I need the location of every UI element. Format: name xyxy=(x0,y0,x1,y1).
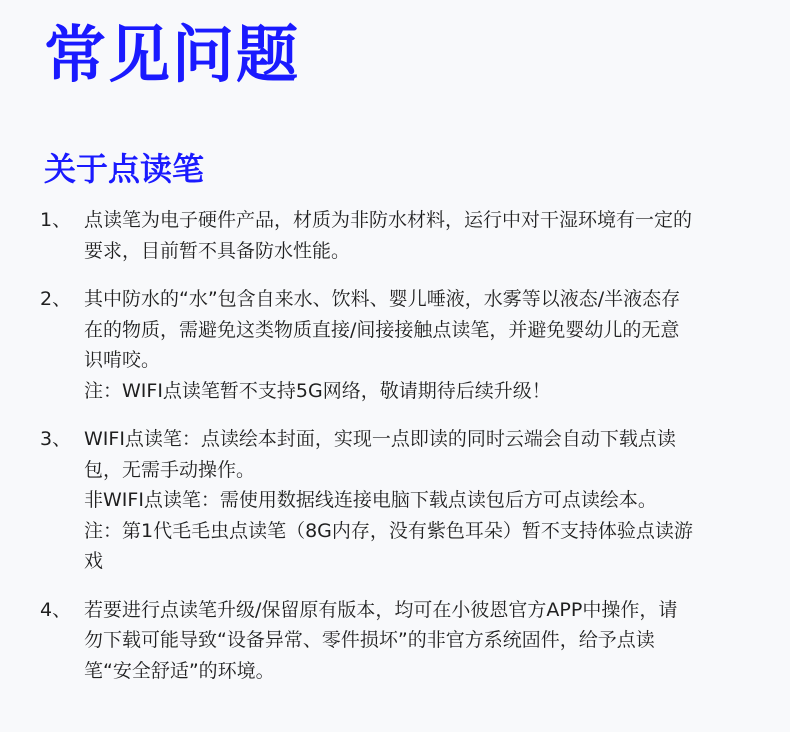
page-title: 常见问题 xyxy=(44,18,301,91)
faq-item xyxy=(40,595,760,687)
faq-list xyxy=(40,205,760,704)
section-title: 关于点读笔 xyxy=(44,150,205,188)
faq-item-number: 1、 xyxy=(40,209,72,231)
faq-paragraph: 若要进行点读笔升级/保留原有版本，均可在小彼恩官方APP中操作，请勿下载可能导致“设备异常、零件损坏”的非官方系统固件，给予点读笔“安全舒适”的环境。 xyxy=(84,598,678,682)
faq-item xyxy=(40,205,760,266)
faq-note: 注：WIFI点读笔暂不支持5G网络，敬请期待后续升级！ xyxy=(84,379,551,402)
faq-item-body xyxy=(84,424,694,577)
faq-item xyxy=(40,284,760,406)
faq-item-body xyxy=(84,284,694,406)
faq-item xyxy=(40,424,760,577)
faq-paragraph: 非WIFI点读笔：需使用数据线连接电脑下载点读包后方可点读绘本。 xyxy=(84,489,657,511)
faq-item-number: 3、 xyxy=(40,428,72,450)
faq-item-body xyxy=(84,205,694,266)
faq-item-number: 4、 xyxy=(40,598,72,621)
faq-item-number: 2、 xyxy=(40,288,72,310)
faq-item-body xyxy=(84,595,694,687)
faq-note: 注：第1代毛毛虫点读笔（8G内存，没有紫色耳朵）暂不支持体验点读游戏 xyxy=(84,519,693,572)
faq-paragraph: 点读笔为电子硬件产品，材质为非防水材料，运行中对干湿环境有一定的要求，目前暂不具备防水性能。 xyxy=(84,209,693,262)
faq-paragraph: 其中防水的“水”包含自来水、饮料、婴儿唾液，水雾等以液态/半液态存在的物质，需避免这类物质直接/间接接触点读笔，并避免婴幼儿的无意识啃咬。 xyxy=(84,288,681,371)
faq-paragraph: WIFI点读笔：点读绘本封面，实现一点即读的同时云端会自动下载点读包，无需手动操作。 xyxy=(84,428,676,481)
